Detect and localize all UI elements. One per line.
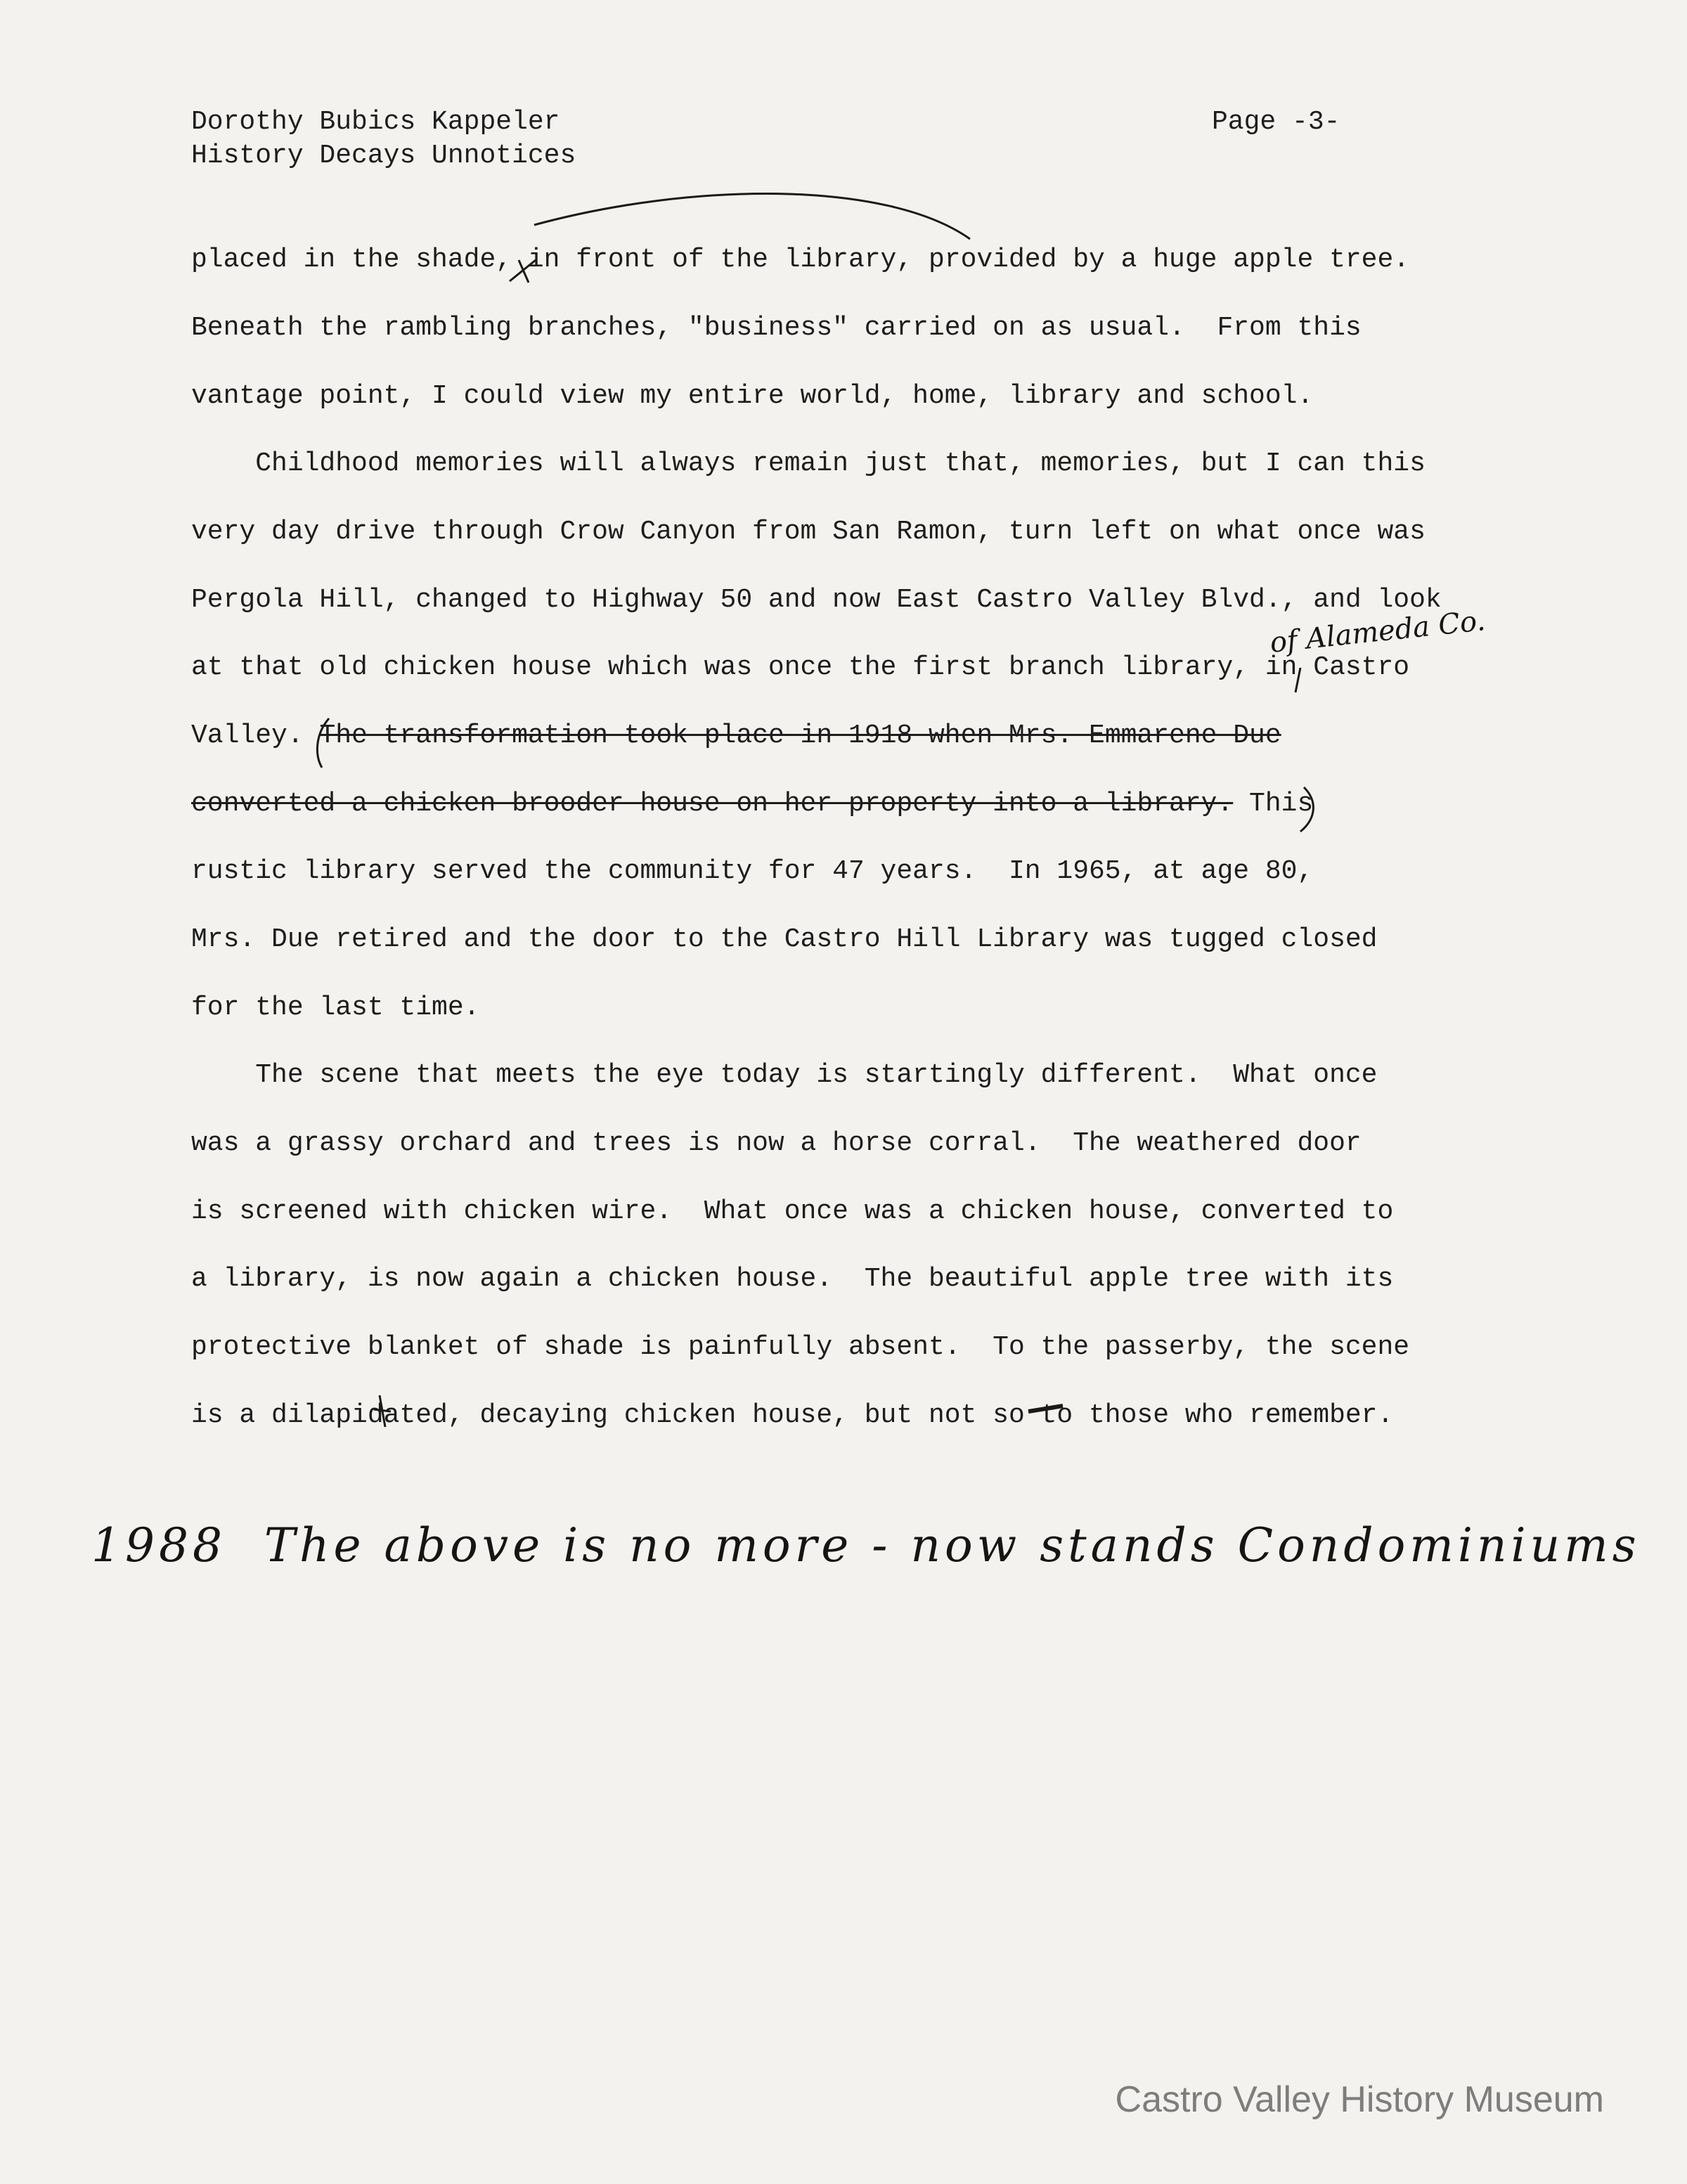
body-line-13: The scene that meets the eye today is startingly different. What once [191, 1060, 1378, 1090]
body-line-4: Childhood memories will always remain just that, memories, but I can this [191, 448, 1426, 479]
page-number: Page -3- [1212, 107, 1340, 137]
move-arrow-mark [534, 193, 970, 239]
body-line-3: vantage point, I could view my entire world, home, library and school. [191, 381, 1314, 411]
body-line-2: Beneath the rambling branches, "business" carried on as usual. From this [191, 313, 1362, 343]
handwritten-note: 1988 The above is no more - now stands Condominiums [91, 1518, 1641, 1572]
correction-mark [374, 1395, 391, 1427]
handwritten-insert: of Alameda Co. [1268, 605, 1487, 659]
body-line-17: protective blanket of shade is painfully absent. To the passerby, the scene [191, 1332, 1410, 1362]
body-line-15: is screened with chicken wire. What once was a chicken house, converted to [191, 1196, 1394, 1227]
body-line-16: a library, is now again a chicken house. The beautiful apple tree with its [191, 1264, 1394, 1294]
museum-watermark: Castro Valley History Museum [1115, 2079, 1604, 2120]
body-line-10: rustic library served the community for 47 years. In 1965, at age 80, [191, 856, 1314, 886]
document-title: History Decays Unnotices [191, 141, 576, 171]
body-line-11: Mrs. Due retired and the door to the Castro Hill Library was tugged closed [191, 924, 1378, 955]
strike-so-mark [1028, 1406, 1063, 1411]
insert-caret-mark [510, 260, 536, 283]
body-line-8-text: Valley. [191, 721, 320, 751]
close-paren-mark [1300, 787, 1313, 832]
body-line-7: at that old chicken house which was once the first branch library, in Castro [191, 652, 1410, 683]
author-name: Dorothy Bubics Kappeler [191, 107, 560, 137]
body-line-1: placed in the shade, in front of the library, provided by a huge apple tree. [191, 245, 1410, 275]
struck-text-1: The transformation took place in 1918 when Mrs. Emmarene Due [319, 721, 1281, 751]
body-line-6: Pergola Hill, changed to Highway 50 and now East Castro Valley Blvd., and look [191, 585, 1442, 615]
body-line-18: is a dilapidated, decaying chicken house, but not so to those who remember. [191, 1400, 1394, 1430]
after-struck-text: This [1233, 789, 1314, 819]
body-line-5: very day drive through Crow Canyon from San Ramon, turn left on what once was [191, 517, 1426, 547]
body-line-14: was a grassy orchard and trees is now a horse corral. The weathered door [191, 1128, 1362, 1158]
struck-text-2: converted a chicken brooder house on her property into a library. [191, 789, 1234, 819]
open-paren-mark [317, 718, 329, 768]
body-line-12: for the last time. [191, 993, 480, 1023]
insert-caret-2 [1295, 668, 1300, 692]
